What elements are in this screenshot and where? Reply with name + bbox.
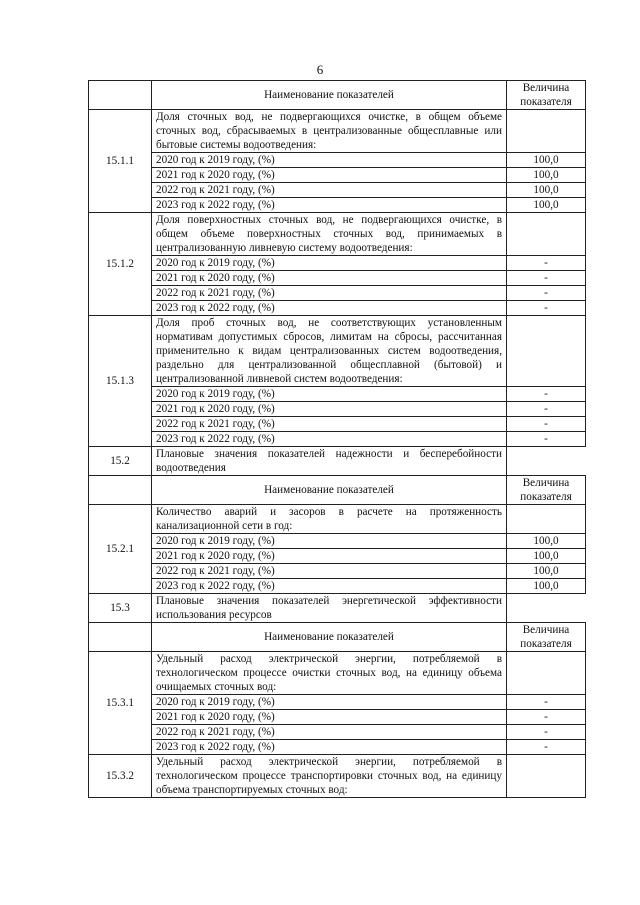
header-value-cell: Величина показателя	[507, 476, 586, 505]
indicator-description: Доля поверхностных сточных вод, не подвергающихся очистке, в общем объеме поверхностных сточных вод, принимаемых в централизованную ливневую систему водоотведения:	[152, 213, 507, 256]
indicator-row	[89, 505, 586, 534]
year-value: -	[507, 695, 586, 710]
indicator-number: 15.2.1	[89, 505, 152, 594]
year-row	[89, 198, 586, 213]
header-name-cell: Наименование показателей	[152, 476, 507, 505]
section-row	[89, 447, 586, 476]
table-header-row	[89, 623, 586, 652]
year-row	[89, 432, 586, 447]
section-row	[89, 594, 586, 623]
indicator-number: 15.1.3	[89, 316, 152, 447]
year-label: 2023 год к 2022 году, (%)	[152, 579, 507, 594]
indicator-description: Доля сточных вод, не подвергающихся очистке, в общем объеме сточных вод, сбрасываемых в централизованные общесплавные или бытовые системы водоотведения:	[152, 110, 507, 153]
year-value: -	[507, 256, 586, 271]
year-label: 2023 год к 2022 году, (%)	[152, 740, 507, 755]
table-header-row	[89, 81, 586, 110]
year-row	[89, 168, 586, 183]
indicator-value-empty	[507, 755, 586, 798]
header-num-cell	[89, 623, 152, 652]
year-value: 100,0	[507, 549, 586, 564]
section-number: 15.3	[89, 594, 152, 623]
header-value-cell: Величина показателя	[507, 623, 586, 652]
year-value: 100,0	[507, 564, 586, 579]
year-label: 2022 год к 2021 году, (%)	[152, 417, 507, 432]
year-row	[89, 153, 586, 168]
indicator-description: Количество аварий и засоров в расчете на протяженность канализационной сети в год:	[152, 505, 507, 534]
year-label: 2020 год к 2019 году, (%)	[152, 387, 507, 402]
indicator-description: Удельный расход электрической энергии, потребляемой в технологическом процессе транспортировки сточных вод, на единицу объема транспортируемых сточных вод:	[152, 755, 507, 798]
year-label: 2020 год к 2019 году, (%)	[152, 153, 507, 168]
table-header-row	[89, 476, 586, 505]
year-row	[89, 564, 586, 579]
year-value: -	[507, 740, 586, 755]
year-value: -	[507, 725, 586, 740]
indicator-value-empty	[507, 652, 586, 695]
year-value: 100,0	[507, 153, 586, 168]
year-row	[89, 183, 586, 198]
indicator-row	[89, 316, 586, 387]
year-value: -	[507, 432, 586, 447]
year-label: 2023 год к 2022 году, (%)	[152, 198, 507, 213]
year-value: -	[507, 271, 586, 286]
year-value: 100,0	[507, 183, 586, 198]
year-label: 2023 год к 2022 году, (%)	[152, 301, 507, 316]
year-row	[89, 256, 586, 271]
indicators-table	[88, 80, 586, 798]
year-label: 2021 год к 2020 году, (%)	[152, 710, 507, 725]
year-label: 2023 год к 2022 году, (%)	[152, 432, 507, 447]
year-row	[89, 387, 586, 402]
year-row	[89, 286, 586, 301]
year-row	[89, 402, 586, 417]
indicator-description: Удельный расход электрической энергии, потребляемой в технологическом процессе очистки сточных вод, на единицу объема очищаемых сточных вод:	[152, 652, 507, 695]
indicator-number: 15.3.1	[89, 652, 152, 755]
indicator-value-empty	[507, 505, 586, 534]
year-label: 2021 год к 2020 году, (%)	[152, 549, 507, 564]
header-num-cell	[89, 476, 152, 505]
indicator-description: Доля проб сточных вод, не соответствующих установленным нормативам допустимых сбросов, лимитам на сбросы, рассчитанная применительно к видам централизованных систем водоотведения, раздельно для централизованной общесплавной (бытовой) и централизованной ливневой систем водоотведения:	[152, 316, 507, 387]
header-value-cell: Величина показателя	[507, 81, 586, 110]
indicator-row	[89, 110, 586, 153]
year-label: 2022 год к 2021 году, (%)	[152, 564, 507, 579]
indicator-value-empty	[507, 213, 586, 256]
header-num-cell	[89, 81, 152, 110]
indicator-number: 15.1.2	[89, 213, 152, 316]
indicator-row	[89, 755, 586, 798]
indicator-number: 15.1.1	[89, 110, 152, 213]
year-row	[89, 301, 586, 316]
year-row	[89, 740, 586, 755]
year-row	[89, 710, 586, 725]
year-label: 2020 год к 2019 году, (%)	[152, 256, 507, 271]
year-label: 2021 год к 2020 году, (%)	[152, 402, 507, 417]
year-row	[89, 579, 586, 594]
year-value: -	[507, 286, 586, 301]
indicator-row	[89, 652, 586, 695]
year-label: 2021 год к 2020 году, (%)	[152, 168, 507, 183]
section-number: 15.2	[89, 447, 152, 476]
year-value: -	[507, 710, 586, 725]
year-label: 2020 год к 2019 году, (%)	[152, 695, 507, 710]
year-label: 2022 год к 2021 году, (%)	[152, 183, 507, 198]
header-name-cell: Наименование показателей	[152, 81, 507, 110]
year-row	[89, 549, 586, 564]
year-label: 2022 год к 2021 году, (%)	[152, 286, 507, 301]
year-value: -	[507, 402, 586, 417]
section-empty-cell	[507, 447, 586, 476]
year-value: 100,0	[507, 168, 586, 183]
indicator-value-empty	[507, 110, 586, 153]
year-row	[89, 695, 586, 710]
year-value: -	[507, 387, 586, 402]
year-label: 2022 год к 2021 году, (%)	[152, 725, 507, 740]
year-label: 2020 год к 2019 году, (%)	[152, 534, 507, 549]
year-value: -	[507, 417, 586, 432]
year-row	[89, 417, 586, 432]
year-row	[89, 725, 586, 740]
indicators-table-body	[89, 81, 586, 798]
page-number: 6	[316, 62, 324, 77]
header-name-cell: Наименование показателей	[152, 623, 507, 652]
indicator-row	[89, 213, 586, 256]
year-label: 2021 год к 2020 году, (%)	[152, 271, 507, 286]
year-row	[89, 271, 586, 286]
year-value: 100,0	[507, 579, 586, 594]
section-title: Плановые значения показателей энергетической эффективности использования ресурсов	[152, 594, 507, 623]
section-title: Плановые значения показателей надежности и бесперебойности водоотведения	[152, 447, 507, 476]
indicator-value-empty	[507, 316, 586, 387]
year-value: 100,0	[507, 198, 586, 213]
section-empty-cell	[507, 594, 586, 623]
year-row	[89, 534, 586, 549]
year-value: -	[507, 301, 586, 316]
year-value: 100,0	[507, 534, 586, 549]
indicator-number: 15.3.2	[89, 755, 152, 798]
